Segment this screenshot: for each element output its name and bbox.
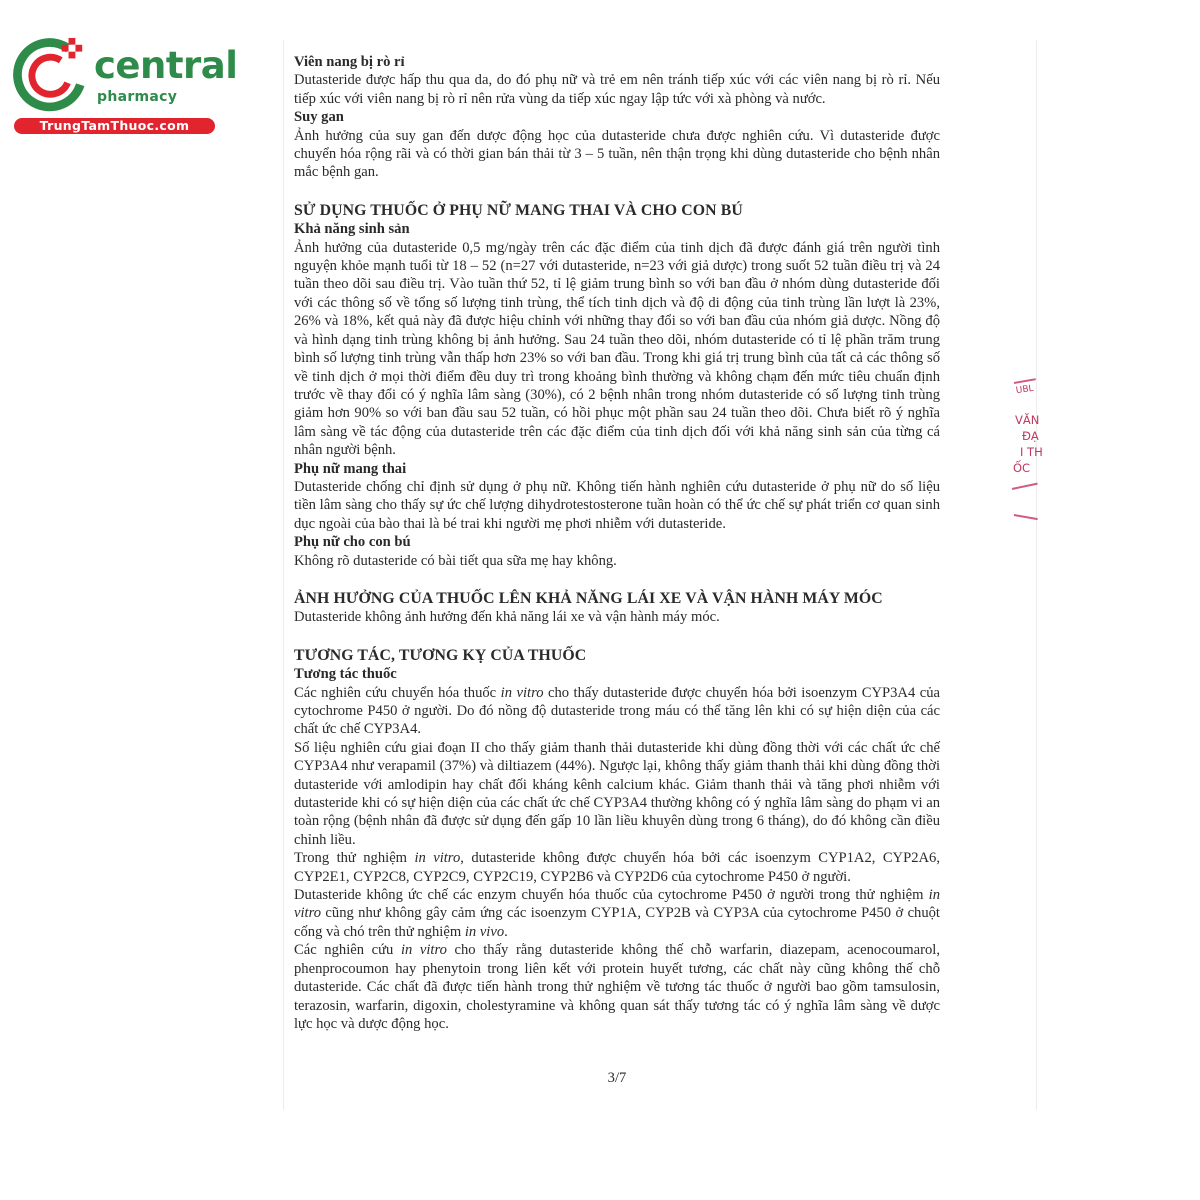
paragraph-breastfeeding: Không rõ dutasteride có bài tiết qua sữa mẹ hay không. bbox=[294, 552, 617, 569]
heading-driving: ẢNH HƯỞNG CỦA THUỐC LÊN KHẢ NĂNG LÁI XE VÀ VẬN HÀNH MÁY MÓC bbox=[294, 589, 883, 607]
stamp-stroke bbox=[1014, 514, 1038, 520]
stamp-text-line: ĐẠ bbox=[1022, 429, 1039, 443]
subheading-breastfeeding: Phụ nữ cho con bú bbox=[294, 534, 411, 551]
paragraph-pregnant-women: Dutasteride chống chỉ định sử dụng ở phụ nữ. Không tiến hành nghiên cứu dutasteride ở phụ nữ do số liệu tiền lâm sàng cho thấy sự ức chế lượng dihydrotestosterone tuần hoàn có thể ức chế sự phát triển cơ quan sinh dục ngoài của bào thai là bé trai khi người mẹ phơi nhiễm với dutasteride. bbox=[294, 478, 940, 532]
paragraph-leaking-capsules: Dutasteride được hấp thu qua da, do đó phụ nữ và trẻ em nên tránh tiếp xúc với các viên nang bị rò rỉ. Nếu tiếp xúc với viên nang bị rò rỉ nên rửa vùng da tiếp xúc ngay lập tức với xà phòng và nước. bbox=[294, 72, 940, 107]
stamp-stroke bbox=[1012, 483, 1038, 490]
paragraph-interactions-4: Dutasteride không ức chế các enzym chuyển hóa thuốc của cytochrome P450 ở người trong thử nghiệm in vitro cũng như không gây cảm ứng các isoenzym CYP1A, CYP2B và CYP3A của cytochrome P450 ở chuột cống và chó trên thử nghiệm in vivo. bbox=[294, 887, 940, 940]
brand-name: central bbox=[94, 44, 238, 87]
brand-logo bbox=[8, 36, 238, 136]
stamp-text-line: UBL bbox=[1015, 383, 1035, 397]
stamp-text-line: ỐC bbox=[1013, 461, 1031, 475]
subheading-leaking-capsules: Viên nang bị rò rỉ bbox=[294, 54, 405, 70]
paragraph-fertility: Ảnh hưởng của dutasteride 0,5 mg/ngày trên các đặc điểm của tinh dịch đã được đánh giá trên người tình nguyện khỏe mạnh tuổi từ 18 – 52 (n=27 với dutasteride, n=23 với giả dược) trong suốt 52 tuần điều trị và 24 tuần theo dõi sau điều trị. Vào tuần thứ 52, tỉ lệ giảm trung bình so với ban đầu ở nhóm dùng dutasteride đối với các thông số về tổng số lượng tinh trùng, thể tích tinh dịch và độ di động của tinh trùng lần lượt là 23%, 26% và 18%, kết quả này đã được hiệu chỉnh với những thay đổi so với ban đầu của nhóm giả dược. Nồng độ và hình dạng tinh trùng không bị ảnh hưởng. Sau 24 tuần theo dõi, nhóm dutasteride có tỉ lệ phần trăm trung bình số lượng tinh trùng vẫn thấp hơn 23% so với ban đầu. Trong khi giá trị trung bình của tất cả các thông số về tinh dịch ở mọi thời điểm đều duy trì trong khoảng bình thường và không chạm đến mức tiêu chuẩn định trước về thay đổi có ý nghĩa lâm sàng (30%), có 2 bệnh nhân trong nhóm dutasteride có số lượng tinh trùng giảm hơn 90% so với ban đầu sau 52 tuần, có hồi phục một phần sau 24 tuần theo dõi. Chưa biết rõ ý nghĩa lâm sàng về tác động của dutasteride trên các đặc điểm của tinh dịch đối với khả năng sinh sản của từng cá nhân người bệnh. bbox=[294, 239, 940, 459]
paragraph-interactions-5: Các nghiên cứu in vitro cho thấy rằng dutasteride không thế chỗ warfarin, diazepam, acenocoumarol, phenprocoumon hay phenytoin trong liên kết với protein huyết tương, các chất này cũng không thế chỗ dutasteride. Các chất đã được tiến hành trong thử nghiệm về tương tác thuốc ở người bao gồm tamsulosin, terazosin, warfarin, digoxin, cholestyramine và không quan sát thấy tương tác có ý nghĩa lâm sàng về dược lực học và dược động học. bbox=[294, 942, 940, 1032]
brand-url-badge: TrungTamThuoc.com bbox=[14, 118, 215, 134]
subheading-drug-interactions: Tương tác thuốc bbox=[294, 666, 397, 683]
paragraph-interactions-1: Các nghiên cứu chuyển hóa thuốc in vitro cho thấy dutasteride được chuyển hóa bởi isoenzym CYP3A4 của cytochrome P450 ở người. Do đó nồng độ dutasteride trong máu có thể tăng lên khi có sự hiện diện của các chất ức chế CYP3A4. bbox=[294, 684, 940, 738]
paragraph-interactions-3: Trong thử nghiệm in vitro, dutasteride không được chuyển hóa bởi các isoenzym CYP1A2, CYP2A6, CYP2E1, CYP2C8, CYP2C9, CYP2C19, CYP2B6 và CYP2D6 của cytochrome P450 ở người. bbox=[294, 850, 940, 885]
brand-subtitle: pharmacy bbox=[97, 89, 178, 105]
official-stamp-fragment bbox=[1010, 380, 1050, 530]
document-page bbox=[294, 53, 940, 1086]
central-pharmacy-logo-icon bbox=[12, 36, 90, 114]
subheading-fertility: Khả năng sinh sản bbox=[294, 221, 410, 238]
stamp-text-line: I TH bbox=[1020, 445, 1043, 459]
page-number: 3/7 bbox=[607, 1070, 627, 1086]
paragraph-driving: Dutasteride không ảnh hưởng đến khả năng lái xe và vận hành máy móc. bbox=[294, 609, 720, 626]
stamp-text-line: VĂN bbox=[1015, 413, 1040, 427]
paragraph-interactions-2: Số liệu nghiên cứu giai đoạn II cho thấy giảm thanh thải dutasteride khi dùng đồng thời với các chất ức chế CYP3A4 như verapamil (37%) và diltiazem (44%). Ngược lại, không thấy giảm thanh thải khi dùng đồng thời dutasteride với amlodipin hay chất đối kháng kênh calcium khác. Giảm thanh thải và tăng phơi nhiễm với dutasteride khi có sự hiện diện của các chất ức chế CYP3A4 thường không có ý nghĩa lâm sàng do phạm vi an toàn rộng (bệnh nhân đã được sử dụng đến gấp 10 lần liều khuyên dùng trong 6 tháng), do đó không cần điều chỉnh liều. bbox=[294, 739, 940, 848]
scan-edge-right bbox=[1036, 40, 1037, 1110]
paragraph-liver-failure: Ảnh hưởng của suy gan đến dược động học của dutasteride chưa được nghiên cứu. Vì dutasteride được chuyển hóa rộng rãi và có thời gian bán thải từ 3 – 5 tuần, nên thận trọng khi dùng dutasteride cho bệnh nhân mắc bệnh gan. bbox=[294, 127, 940, 181]
heading-pregnancy-lactation: SỬ DỤNG THUỐC Ở PHỤ NỮ MANG THAI VÀ CHO CON BÚ bbox=[294, 201, 743, 219]
subheading-pregnant-women: Phụ nữ mang thai bbox=[294, 460, 407, 477]
heading-interactions: TƯƠNG TÁC, TƯƠNG KỴ CỦA THUỐC bbox=[294, 646, 587, 664]
subheading-liver-failure: Suy gan bbox=[294, 109, 344, 126]
scan-edge-left bbox=[283, 40, 284, 1110]
